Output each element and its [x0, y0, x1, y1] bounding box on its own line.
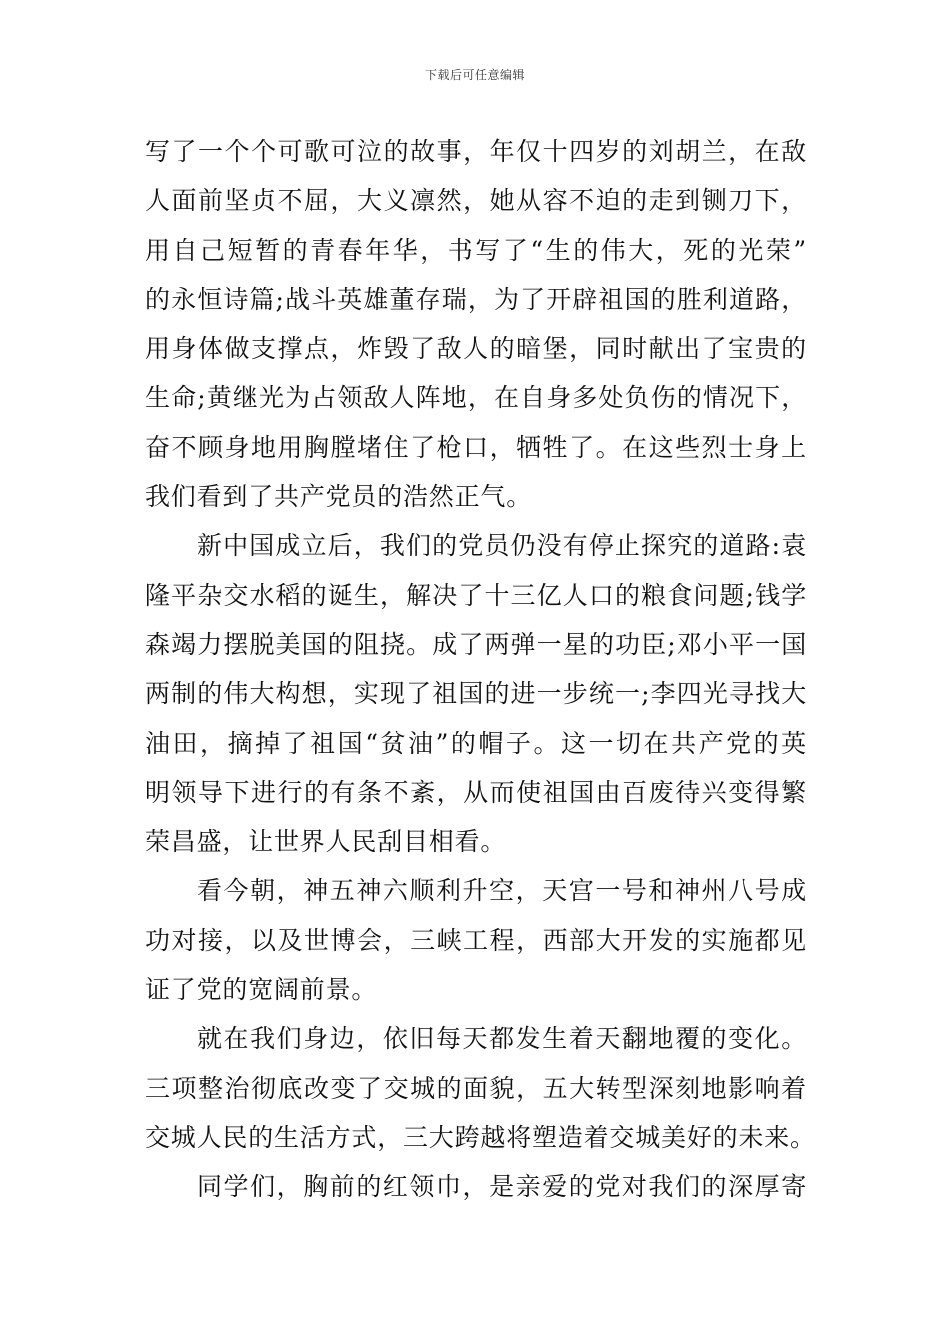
text-line: 就在我们身边，依旧每天都发生着天翻地覆的变化。 — [197, 1024, 807, 1054]
text-line: 我们看到了共产党员的浩然正气。 — [145, 482, 533, 512]
paragraph — [145, 127, 807, 521]
text-line: 同学们，胸前的红领巾，是亲爱的党对我们的深厚寄 — [197, 1172, 807, 1202]
text-line: 人面前坚贞不屈，大义凛然，她从容不迫的走到铡刀下， — [145, 186, 807, 216]
document-body — [145, 127, 816, 1212]
paragraph — [145, 1014, 816, 1162]
text-line: 写了一个个可歌可泣的故事，年仅十四岁的刘胡兰，在敌 — [145, 137, 807, 166]
text-line: 隆平杂交水稻的诞生，解决了十三亿人口的粮食问题;钱学 — [145, 580, 807, 610]
paragraph — [145, 521, 807, 866]
text-line: 功对接，以及世博会，三峡工程，西部大开发的实施都见 — [145, 925, 807, 955]
text-line: 用自己短暂的青春年华，书写了“生的伟大，死的光荣” — [145, 235, 807, 265]
text-line: 用身体做支撑点，炸毁了敌人的暗堡，同时献出了宝贵的 — [145, 334, 807, 364]
text-line: 奋不顾身地用胸膛堵住了枪口，牺牲了。在这些烈士身上 — [145, 432, 807, 462]
text-line: 荣昌盛，让世界人民刮目相看。 — [145, 827, 507, 857]
paragraph — [145, 1162, 807, 1211]
text-line: 交城人民的生活方式，三大跨越将塑造着交城美好的未来。 — [145, 1122, 816, 1152]
text-line: 三项整治彻底改变了交城的面貌，五大转型深刻地影响着 — [145, 1073, 807, 1103]
text-line: 两制的伟大构想，实现了祖国的进一步统一;李四光寻找大 — [145, 679, 807, 709]
text-line: 生命;黄继光为占领敌人阵地，在自身多处负伤的情况下， — [145, 383, 807, 413]
text-line: 明领导下进行的有条不紊，从而使祖国由百废待兴变得繁 — [145, 777, 807, 807]
text-line: 新中国成立后，我们的党员仍没有停止探究的道路:袁 — [197, 531, 807, 561]
page-header: 下载后可任意编辑 — [424, 68, 525, 82]
text-line: 证了党的宽阔前景。 — [145, 975, 378, 1005]
text-line: 看今朝，神五神六顺利升空，天宫一号和神州八号成 — [197, 876, 807, 906]
text-line: 的永恒诗篇;战斗英雄董存瑞，为了开辟祖国的胜利道路， — [145, 284, 807, 314]
text-line: 油田，摘掉了祖国“贫油”的帽子。这一切在共产党的英 — [145, 728, 807, 758]
text-line: 森竭力摆脱美国的阻挠。成了两弹一星的功臣;邓小平一国 — [145, 629, 807, 659]
paragraph — [145, 866, 807, 1014]
